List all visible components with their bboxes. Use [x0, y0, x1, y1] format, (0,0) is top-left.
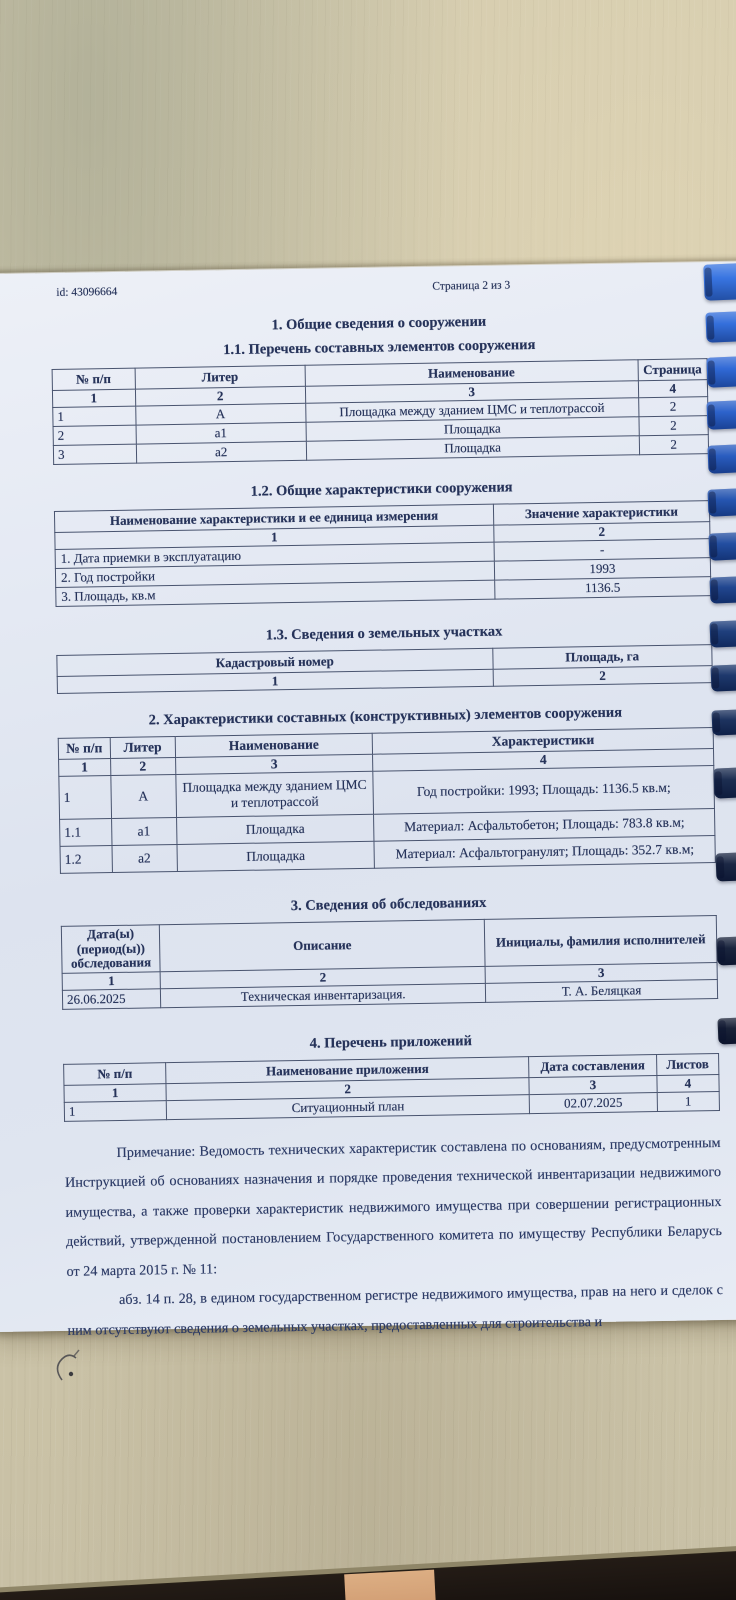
binding-tab	[716, 936, 736, 965]
table-cell: Площадка между зданием ЦМС и теплотрассой	[175, 771, 373, 817]
binding-tab	[715, 852, 736, 881]
table-cell: 26.06.2025	[62, 988, 161, 1009]
col-header: Наименование приложения	[166, 1056, 529, 1083]
table-cell: 4	[373, 749, 714, 772]
col-header: Инициалы, фамилия исполнителей	[484, 916, 717, 966]
col-header: Площадь, га	[492, 645, 712, 670]
col-header: Описание	[160, 919, 486, 971]
table-cell: 2	[493, 666, 713, 687]
table-cell: Год постройки: 1993; Площадь: 1136.5 кв.м;	[373, 766, 714, 815]
binding-tab	[717, 1017, 736, 1044]
table-cell: 1.2	[60, 846, 112, 874]
table-cell: 4	[638, 380, 708, 398]
col-header: Наименование	[175, 733, 373, 757]
table-cell: А	[111, 774, 177, 818]
section-1-title: 1. Общие сведения о сооружении	[271, 313, 487, 334]
binding-tab	[708, 532, 736, 560]
table-cell: 2	[166, 1077, 529, 1100]
table-cell: 2	[135, 386, 306, 406]
col-header: Наименование характеристики и ее единица измерения	[54, 504, 493, 532]
table-attachments	[63, 1053, 720, 1122]
binding-tab	[713, 767, 736, 798]
col-header: Дата составления	[529, 1054, 657, 1077]
table-cell: Ситуационный план	[166, 1094, 529, 1119]
table-cell: 1. Дата приемки в эксплуатацию	[55, 542, 494, 568]
table-elements-list	[52, 358, 710, 465]
col-header: Страница	[638, 359, 708, 381]
document-id: id: 43096664	[56, 285, 118, 299]
binding-tab	[711, 709, 736, 735]
table-cell: а2	[112, 844, 177, 872]
col-header: № п/п	[58, 738, 110, 760]
col-header: Наименование	[305, 360, 638, 387]
table-cell: 1	[57, 669, 493, 693]
table-cell: 1	[59, 776, 111, 820]
table-cell: 2	[639, 416, 709, 436]
binding-tab	[706, 400, 736, 430]
page-number: Страница 2 из 3	[432, 279, 511, 293]
col-header: Дата(ы) (период(ы)) обследования	[61, 925, 160, 973]
binding-tab	[703, 263, 736, 301]
document-content	[0, 261, 736, 1339]
binding-tab	[710, 664, 736, 691]
table-cell: 2	[494, 522, 710, 543]
table-general-characteristics	[54, 500, 712, 607]
table-cell: 3	[53, 444, 136, 464]
binding-tab	[706, 356, 736, 387]
table-cell: Материал: Асфальтобетон; Площадь: 783.8 кв.м;	[374, 809, 715, 842]
table-cell: 1	[59, 759, 111, 777]
section-3-title: 3. Сведения об обследованиях	[290, 894, 487, 915]
col-header: Кадастровый номер	[57, 648, 493, 676]
table-cell: Площадка	[176, 814, 374, 844]
col-header: Литер	[110, 736, 175, 758]
table-land-plots	[56, 644, 713, 694]
binding-tab	[707, 488, 736, 516]
table-surveys	[61, 915, 718, 1010]
note-paragraph: Примечание: Ведомость технических характеристик составлена по основаниям, предусмотренным Инструкцией об основаниях назначения и порядке проведения технической инвентаризации недвижимого имущества, а также проверки характеристик недвижимого имущества при совершении регистрационных действий, утвержденной постановлением Государственного комитета по имуществу Республики Беларусь от 24 марта 2015 г. № 11:	[64, 1134, 723, 1280]
col-header: Листов	[656, 1053, 719, 1075]
table-cell: -	[494, 539, 710, 562]
table-cell: Площадка	[306, 436, 639, 461]
table-cell: Площадка между зданием ЦМС и теплотрассой	[306, 398, 639, 423]
table-cell: 1.1	[60, 819, 112, 847]
table-cell: Т. А. Беляцкая	[485, 979, 717, 1002]
table-cell: 2	[160, 966, 485, 988]
table-cell: 1	[64, 1083, 166, 1102]
table-cell: 2	[639, 435, 709, 455]
table-cell: А	[135, 403, 306, 425]
col-header: Литер	[135, 365, 306, 389]
table-cell: 3	[305, 381, 638, 404]
table-cell: 2	[53, 425, 136, 445]
table-cell: 2	[110, 757, 175, 775]
table-cell: Техническая инвентаризация.	[161, 983, 486, 1007]
binding-tab	[709, 576, 736, 603]
table-cell: 1993	[494, 558, 710, 581]
binding-tab	[709, 620, 736, 647]
section-2-title: 2. Характеристики составных (конструктивных) элементов сооружения	[148, 704, 623, 729]
notes-block	[64, 1129, 723, 1347]
page-header	[56, 276, 706, 299]
table-cell: 3	[529, 1075, 657, 1094]
col-header: Значение характеристики	[493, 501, 709, 526]
table-cell: 3	[485, 962, 717, 983]
table-cell: 2	[638, 397, 708, 417]
table-cell: а2	[136, 441, 307, 463]
table-cell: 1	[55, 525, 494, 549]
col-header: № п/п	[52, 368, 135, 390]
col-header: Характеристики	[373, 728, 714, 755]
document-page	[0, 261, 736, 1339]
table-cell: 1	[52, 389, 135, 407]
table-cell: Материал: Асфальтогранулят; Площадь: 352.7 кв.м;	[374, 836, 715, 869]
table-cell: а1	[136, 422, 307, 444]
table-cell: 3	[175, 754, 373, 774]
pen-scribble-icon	[48, 1336, 100, 1406]
binding-tab	[707, 444, 736, 473]
note-paragraph: абз. 14 п. 28, в едином государственном регистре недвижимого имущества, прав на него и сделок с ним отсутствуют сведения о земельных участках, предоставленных для строительства и	[67, 1282, 724, 1339]
table-cell: 1	[64, 1100, 166, 1121]
col-header: № п/п	[64, 1062, 167, 1085]
table-cell: 1	[657, 1091, 720, 1111]
table-structural-elements	[58, 727, 716, 874]
table-cell: 2. Год постройки	[55, 561, 494, 587]
section-4-title: 4. Перечень приложений	[309, 1032, 473, 1052]
table-cell: 1	[53, 406, 136, 426]
floor-wood-patch	[344, 1570, 436, 1600]
table-cell: Площадка	[306, 417, 639, 442]
table-cell: Площадка	[177, 841, 375, 871]
section-1-2-title: 1.2. Общие характеристики сооружения	[250, 479, 513, 500]
binding-tab	[705, 311, 736, 343]
table-cell: 1136.5	[494, 577, 710, 600]
section-1-1-title: 1.1. Перечень составных элементов сооружения	[223, 336, 536, 359]
section-1-3-title: 1.3. Сведения о земельных участках	[265, 623, 503, 644]
table-cell: 1	[62, 971, 161, 990]
table-cell: 3. Площадь, кв.м	[56, 580, 495, 606]
table-cell: а1	[111, 817, 176, 845]
table-cell: 4	[657, 1074, 720, 1092]
table-cell: 02.07.2025	[529, 1092, 657, 1113]
